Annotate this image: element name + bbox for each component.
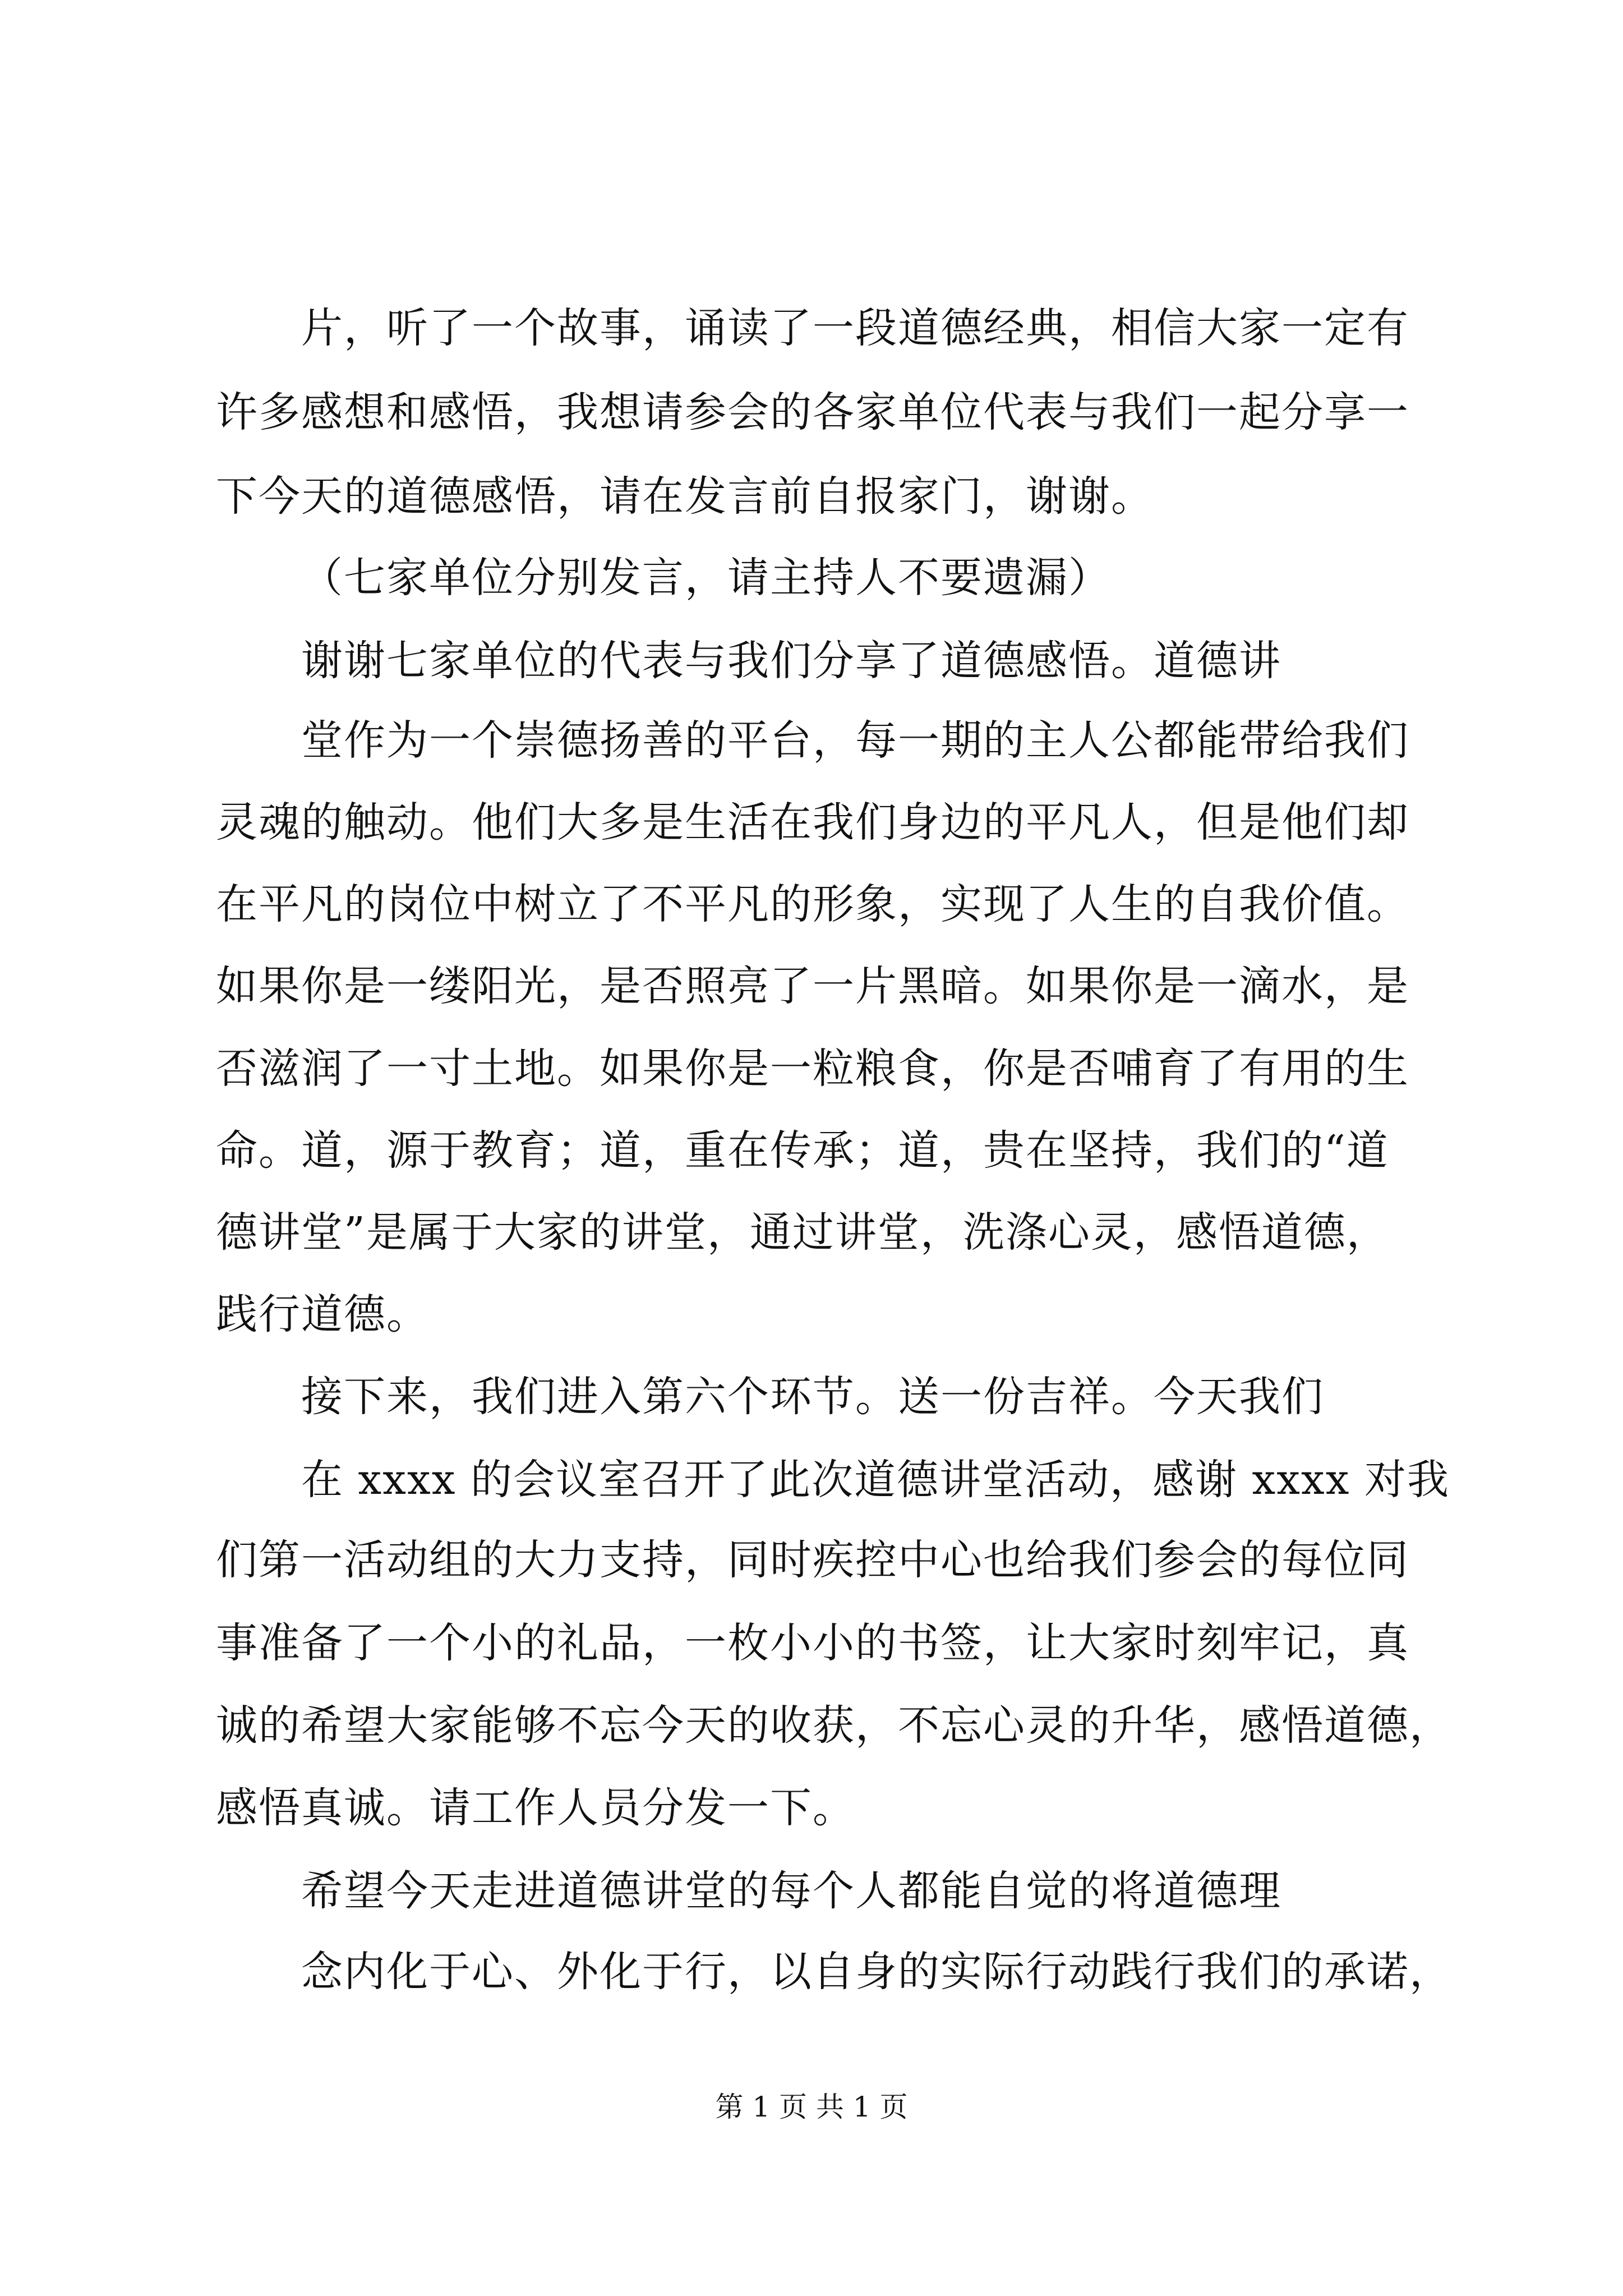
text-line: 德讲堂”是属于大家的讲堂，通过讲堂，洗涤心灵，感悟道德， (216, 1208, 1389, 1257)
text-line: 片，听了一个故事，诵读了一段道德经典，相信大家一定有 (301, 304, 1409, 352)
text-line: 希望今天走进道德讲堂的每个人都能自觉的将道德理 (301, 1867, 1281, 1915)
text-line: 诚的希望大家能够不忘今天的收获，不忘心灵的升华，感悟道德， (216, 1701, 1452, 1750)
text-line: 在平凡的岗位中树立了不平凡的形象，实现了人生的自我价值。 (216, 880, 1409, 928)
text-line: 践行道德。 (216, 1290, 429, 1338)
text-line: 事准备了一个小的礼品，一枚小小的书签，让大家时刻牢记，真 (216, 1619, 1409, 1667)
text-line: 如果你是一缕阳光，是否照亮了一片黑暗。如果你是一滴水，是 (216, 962, 1409, 1010)
text-line: 堂作为一个崇德扬善的平台，每一期的主人公都能带给我们 (301, 716, 1409, 765)
text-line: 感悟真诚。请工作人员分发一下。 (216, 1784, 855, 1832)
text-line: 许多感想和感悟，我想请参会的各家单位代表与我们一起分享一 (216, 388, 1409, 436)
page-footer: 第 1 页 共 1 页 (715, 2091, 908, 2123)
text-line: 灵魂的触动。他们大多是生活在我们身边的平凡人，但是他们却 (216, 798, 1409, 846)
text-line: 念内化于心、外化于行，以自身的实际行动践行我们的承诺， (301, 1948, 1452, 1996)
text-line: 否滋润了一寸土地。如果你是一粒粮食，你是否哺育了有用的生 (216, 1045, 1409, 1093)
text-line: 们第一活动组的大力支持，同时疾控中心也给我们参会的每位同 (216, 1536, 1409, 1584)
text-line: 接下来，我们进入第六个环节。送一份吉祥。今天我们 (301, 1373, 1324, 1421)
text-line: 下今天的道德感悟，请在发言前自报家门，谢谢。 (216, 472, 1154, 521)
text-line: 命。道，源于教育；道，重在传承；道，贵在坚持，我们的“道 (216, 1126, 1389, 1175)
text-line: （七家单位分别发言，请主持人不要遗漏） (301, 554, 1111, 602)
text-line: 谢谢七家单位的代表与我们分享了道德感悟。道德讲 (301, 637, 1281, 685)
text-line: 在 xxxx 的会议室召开了此次道德讲堂活动，感谢 xxxx 对我 (301, 1456, 1450, 1504)
